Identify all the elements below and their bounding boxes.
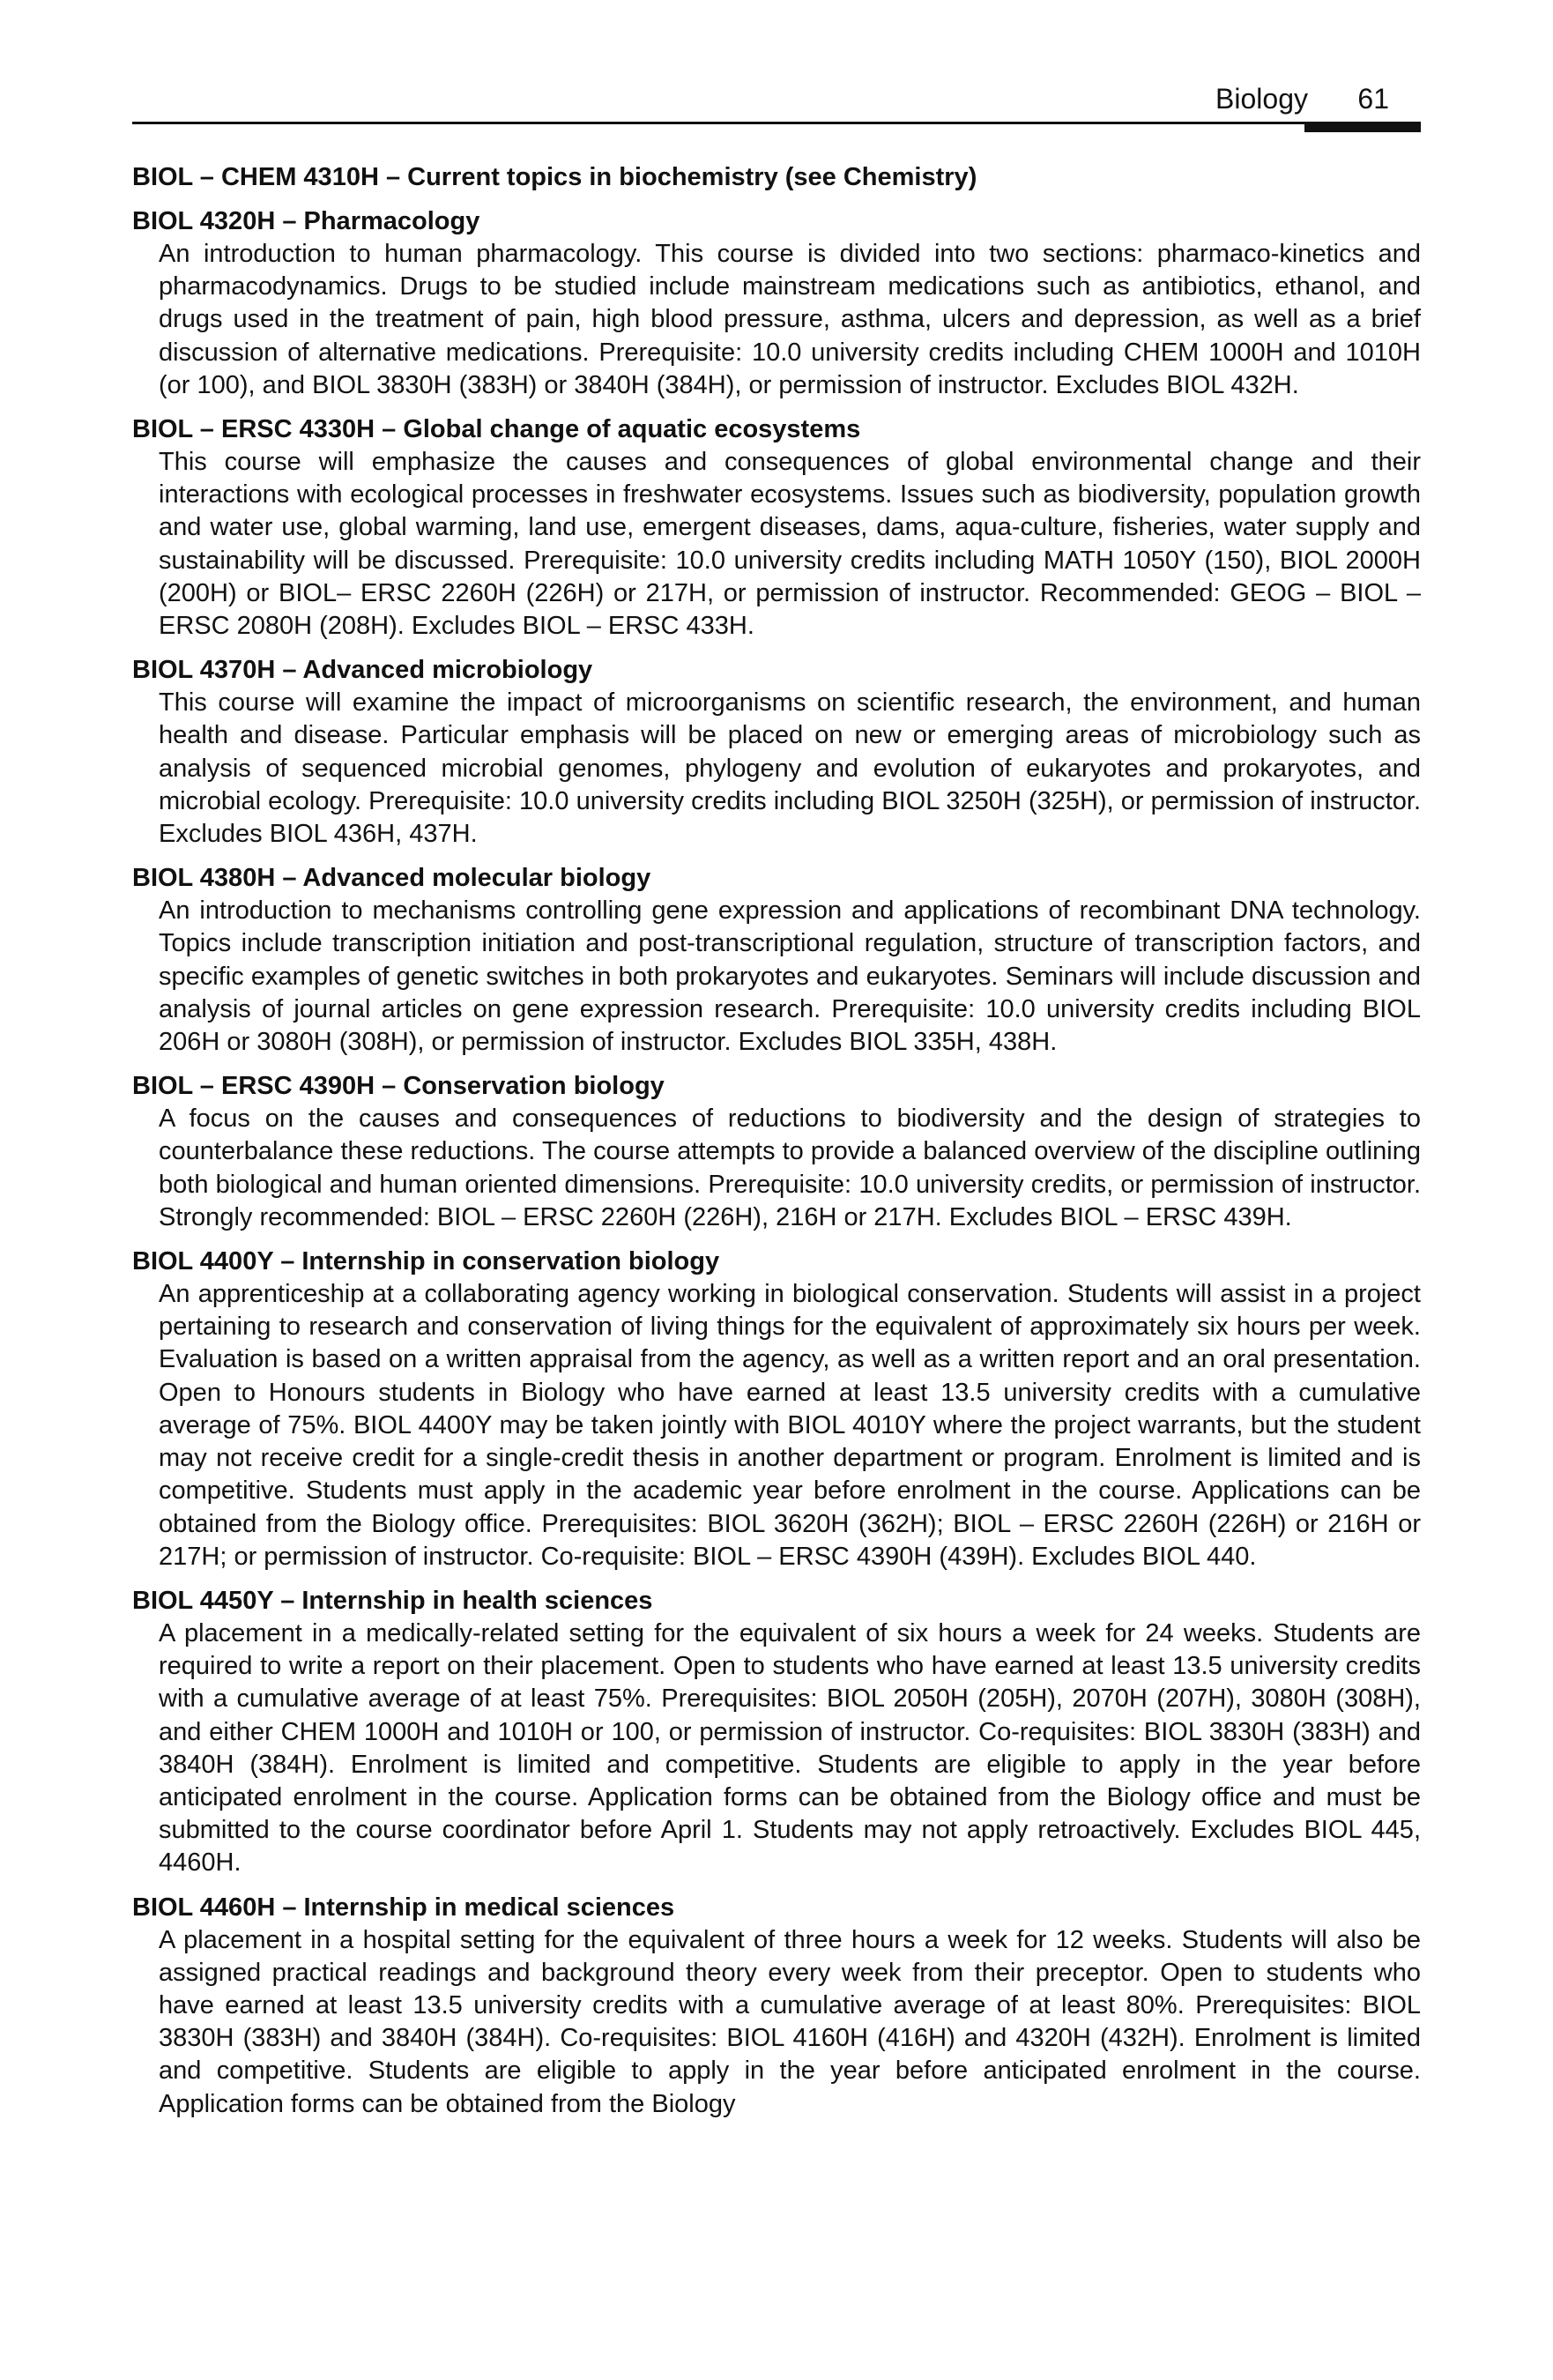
course-entry bbox=[132, 160, 1421, 194]
course-description: A placement in a hospital setting for the equivalent of three hours a week for 12 weeks. Students will also be assigned practical readings and background theory every week from their preceptor. Open to students who have earned at least 13.5 university credits with a cumulative average of at least 80%. Prerequisites: BIOL 3830H (383H) and 3840H (384H). Co-requisites: BIOL 4160H (416H) and 4320H (432H). Enrolment is limited and competitive. Students are eligible to apply in the year before anticipated enrolment in the course. Application forms can be obtained from the Biology bbox=[159, 1925, 1421, 2118]
course-description: An apprenticeship at a collaborating agency working in biological conservation. Students will assist in a project pertaining to research and conservation of living things for the equivalent of approximately six hours per week. Evaluation is based on a written appraisal from the agency, as well as a written report and an oral presentation. Open to Honours students in Biology who have earned at least 13.5 university credits with a cumulative average of 75%. BIOL 4400Y may be taken jointly with BIOL 4010Y where the project warrants, but the student may not receive credit for a single-credit thesis in another department or program. Enrolment is limited and is competitive. Students must apply in the academic year before enrolment in the course. Applications can be obtained from the Biology office. Prerequisites: BIOL 3620H (362H); BIOL – ERSC 2260H (226H) or 216H or 217H; or permission of instructor. Co-requisite: BIOL – ERSC 4390H (439H). Excludes BIOL 440. bbox=[159, 1280, 1421, 1571]
course-description: This course will examine the impact of microorganisms on scientific research, the environment, and human health and disease. Particular emphasis will be placed on new or emerging areas of microbiology such as analysis of sequenced microbial genomes, phylogeny and evolution of eukaryotes and prokaryotes, and microbial ecology. Prerequisite: 10.0 university credits including BIOL 3250H (325H), or permission of instructor. Excludes BIOL 436H, 437H. bbox=[159, 688, 1421, 849]
course-description: A focus on the causes and consequences of reductions to biodiversity and the design of strategies to counterbalance these reductions. The course attempts to provide a balanced overview of the discipline outlining both biological and human oriented dimensions. Prerequisite: 10.0 university credits, or permission of instructor. Strongly recommended: BIOL – ERSC 2260H (226H), 216H or 217H. Excludes BIOL – ERSC 439H. bbox=[159, 1104, 1421, 1231]
header-rule bbox=[132, 122, 1421, 124]
page-header bbox=[132, 78, 1421, 132]
course-title: BIOL – ERSC 4330H – Global change of aquatic ecosystems bbox=[132, 415, 861, 444]
header-rule-accent bbox=[1304, 123, 1421, 132]
course-title: BIOL 4320H – Pharmacology bbox=[132, 207, 480, 235]
course-description: This course will emphasize the causes and consequences of global environmental change and their interactions with ecological processes in freshwater ecosystems. Issues such as biodiversity, population growth and water use, global warming, land use, emergent diseases, dams, aqua-culture, fisheries, water supply and sustainability will be discussed. Prerequisite: 10.0 university credits including MATH 1050Y (150), BIOL 2000H (200H) or BIOL– ERSC 2260H (226H) or 217H, or permission of instructor. Recommended: GEOG – BIOL – ERSC 2080H (208H). Excludes BIOL – ERSC 433H. bbox=[159, 448, 1421, 641]
course-description: A placement in a medically-related setting for the equivalent of six hours a week for 24 weeks. Students are required to write a report on their placement. Open to students who have earned at least 13.5 university credits with a cumulative average of at least 75%. Prerequisites: BIOL 2050H (205H), 2070H (207H), 3080H (308H), and either CHEM 1000H and 1010H or 100, or permission of instructor. Co-requisites: BIOL 3830H (383H) and 3840H (384H). Enrolment is limited and competitive. Students are eligible to apply in the year before anticipated enrolment in the course. Application forms can be obtained from the Biology office and must be submitted to the course coordinator before April 1. Students may not apply retroactively. Excludes BIOL 445, 4460H. bbox=[159, 1618, 1421, 1878]
course-title: BIOL 4460H – Internship in medical sciences bbox=[132, 1893, 675, 1922]
running-header-section: Biology bbox=[1215, 83, 1308, 115]
course-title: BIOL 4450Y – Internship in health sciences bbox=[132, 1586, 653, 1615]
course-entry bbox=[132, 205, 1421, 402]
course-entry bbox=[132, 653, 1421, 851]
course-title: BIOL 4400Y – Internship in conservation biology bbox=[132, 1247, 720, 1276]
course-entry bbox=[132, 1069, 1421, 1234]
course-entry bbox=[132, 1245, 1421, 1573]
course-list bbox=[132, 160, 1421, 2131]
course-title: BIOL – ERSC 4390H – Conservation biology bbox=[132, 1072, 665, 1101]
course-entry bbox=[132, 1891, 1421, 2121]
course-title: BIOL 4380H – Advanced molecular biology bbox=[132, 864, 651, 893]
course-entry bbox=[132, 1584, 1421, 1880]
course-entry bbox=[132, 413, 1421, 643]
course-entry bbox=[132, 861, 1421, 1059]
course-title: BIOL 4370H – Advanced microbiology bbox=[132, 656, 593, 685]
course-description: An introduction to mechanisms controlling gene expression and applications of recombinant DNA technology. Topics include transcription initiation and post-transcriptional regulation, structure of transcription factors, and specific examples of genetic switches in both prokaryotes and eukaryotes. Seminars will include discussion and analysis of journal articles on gene expression research. Prerequisite: 10.0 university credits including BIOL 206H or 3080H (308H), or permission of instructor. Excludes BIOL 335H, 438H. bbox=[159, 896, 1421, 1057]
course-description: An introduction to human pharmacology. This course is divided into two sections: pharmaco-kinetics and pharmacodynamics. Drugs to be studied include mainstream medications such as antibiotics, ethanol, and drugs used in the treatment of pain, high blood pressure, asthma, ulcers and depression, as well as a brief discussion of alternative medications. Prerequisite: 10.0 university credits including CHEM 1000H and 1010H (or 100), and BIOL 3830H (383H) or 3840H (384H), or permission of instructor. Excludes BIOL 432H. bbox=[159, 240, 1421, 399]
page-number: 61 bbox=[1357, 83, 1389, 115]
course-title: BIOL – CHEM 4310H – Current topics in biochemistry (see Chemistry) bbox=[132, 163, 977, 191]
